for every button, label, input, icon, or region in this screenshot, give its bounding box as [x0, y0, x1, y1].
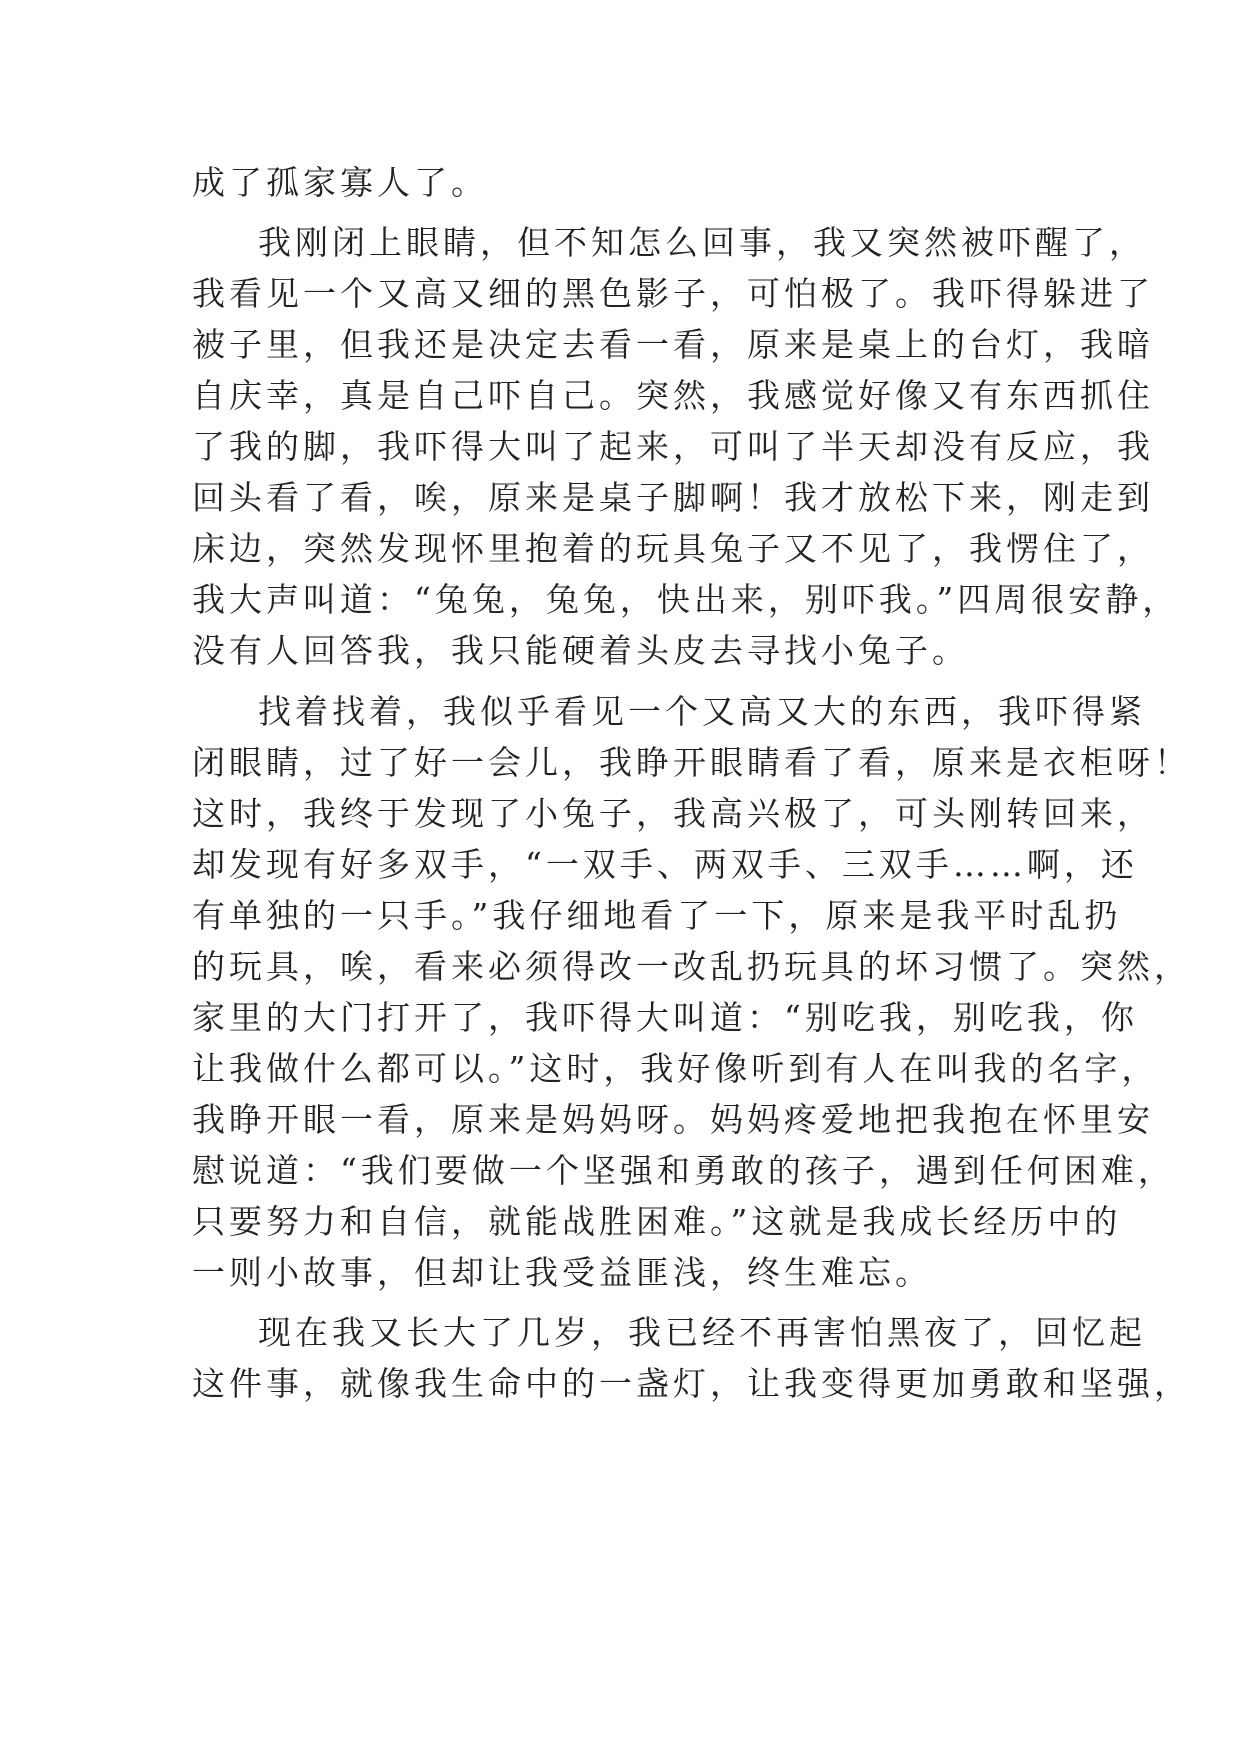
text-line: 的玩具，唉，看来必须得改一改乱扔玩具的坏习惯了。突然， [192, 947, 1191, 986]
text-line: 这时，我终于发现了小兔子，我高兴极了，可头刚转回来， [192, 794, 1154, 833]
paragraph-first-line: 我刚闭上眼睛，但不知怎么回事，我又突然被吓醒了， [258, 223, 1146, 262]
text-line: 我大声叫道：“兔兔，兔兔，快出来，别吓我。”四周很安静， [192, 580, 1180, 619]
text-line: 了我的脚，我吓得大叫了起来，可叫了半天却没有反应，我 [192, 427, 1154, 466]
text-line: 被子里，但我还是决定去看一看，原来是桌上的台灯，我暗 [192, 325, 1154, 364]
text-line: 我看见一个又高又细的黑色影子，可怕极了。我吓得躲进了 [192, 274, 1154, 313]
text-line: 一则小故事，但却让我受益匪浅，终生难忘。 [192, 1253, 932, 1292]
text-line: 让我做什么都可以。”这时，我好像听到有人在叫我的名字， [192, 1049, 1159, 1088]
text-line: 却发现有好多双手，“一双手、两双手、三双手……啊，还 [192, 845, 1138, 884]
paragraph-first-line: 找着找着，我似乎看见一个又高又大的东西，我吓得紧 [258, 692, 1146, 731]
text-line: 我睁开眼一看，原来是妈妈呀。妈妈疼爱地把我抱在怀里安 [192, 1100, 1154, 1139]
text-line: 床边，突然发现怀里抱着的玩具兔子又不见了，我愣住了， [192, 529, 1154, 568]
text-line: 回头看了看，唉，原来是桌子脚啊！我才放松下来，刚走到 [192, 478, 1154, 517]
text-line: 家里的大门打开了，我吓得大叫道：“别吃我，别吃我，你 [192, 998, 1138, 1037]
text-line: 没有人回答我，我只能硬着头皮去寻找小兔子。 [192, 631, 969, 670]
paragraph-first-line: 现在我又长大了几岁，我已经不再害怕黑夜了，回忆起 [258, 1313, 1146, 1352]
text-line: 闭眼睛，过了好一会儿，我睁开眼睛看了看，原来是衣柜呀！ [192, 743, 1191, 782]
text-line: 只要努力和自信，就能战胜困难。”这就是我成长经历中的 [192, 1202, 1122, 1241]
text-line: 这件事，就像我生命中的一盏灯，让我变得更加勇敢和坚强， [192, 1364, 1191, 1403]
text-line: 自庆幸，真是自己吓自己。突然，我感觉好像又有东西抓住 [192, 376, 1154, 415]
text-line: 有单独的一只手。”我仔细地看了一下，原来是我平时乱扔 [192, 896, 1122, 935]
text-line: 慰说道：“我们要做一个坚强和勇敢的孩子，遇到任何困难， [192, 1151, 1175, 1190]
text-line: 成了孤家寡人了。 [192, 163, 488, 202]
